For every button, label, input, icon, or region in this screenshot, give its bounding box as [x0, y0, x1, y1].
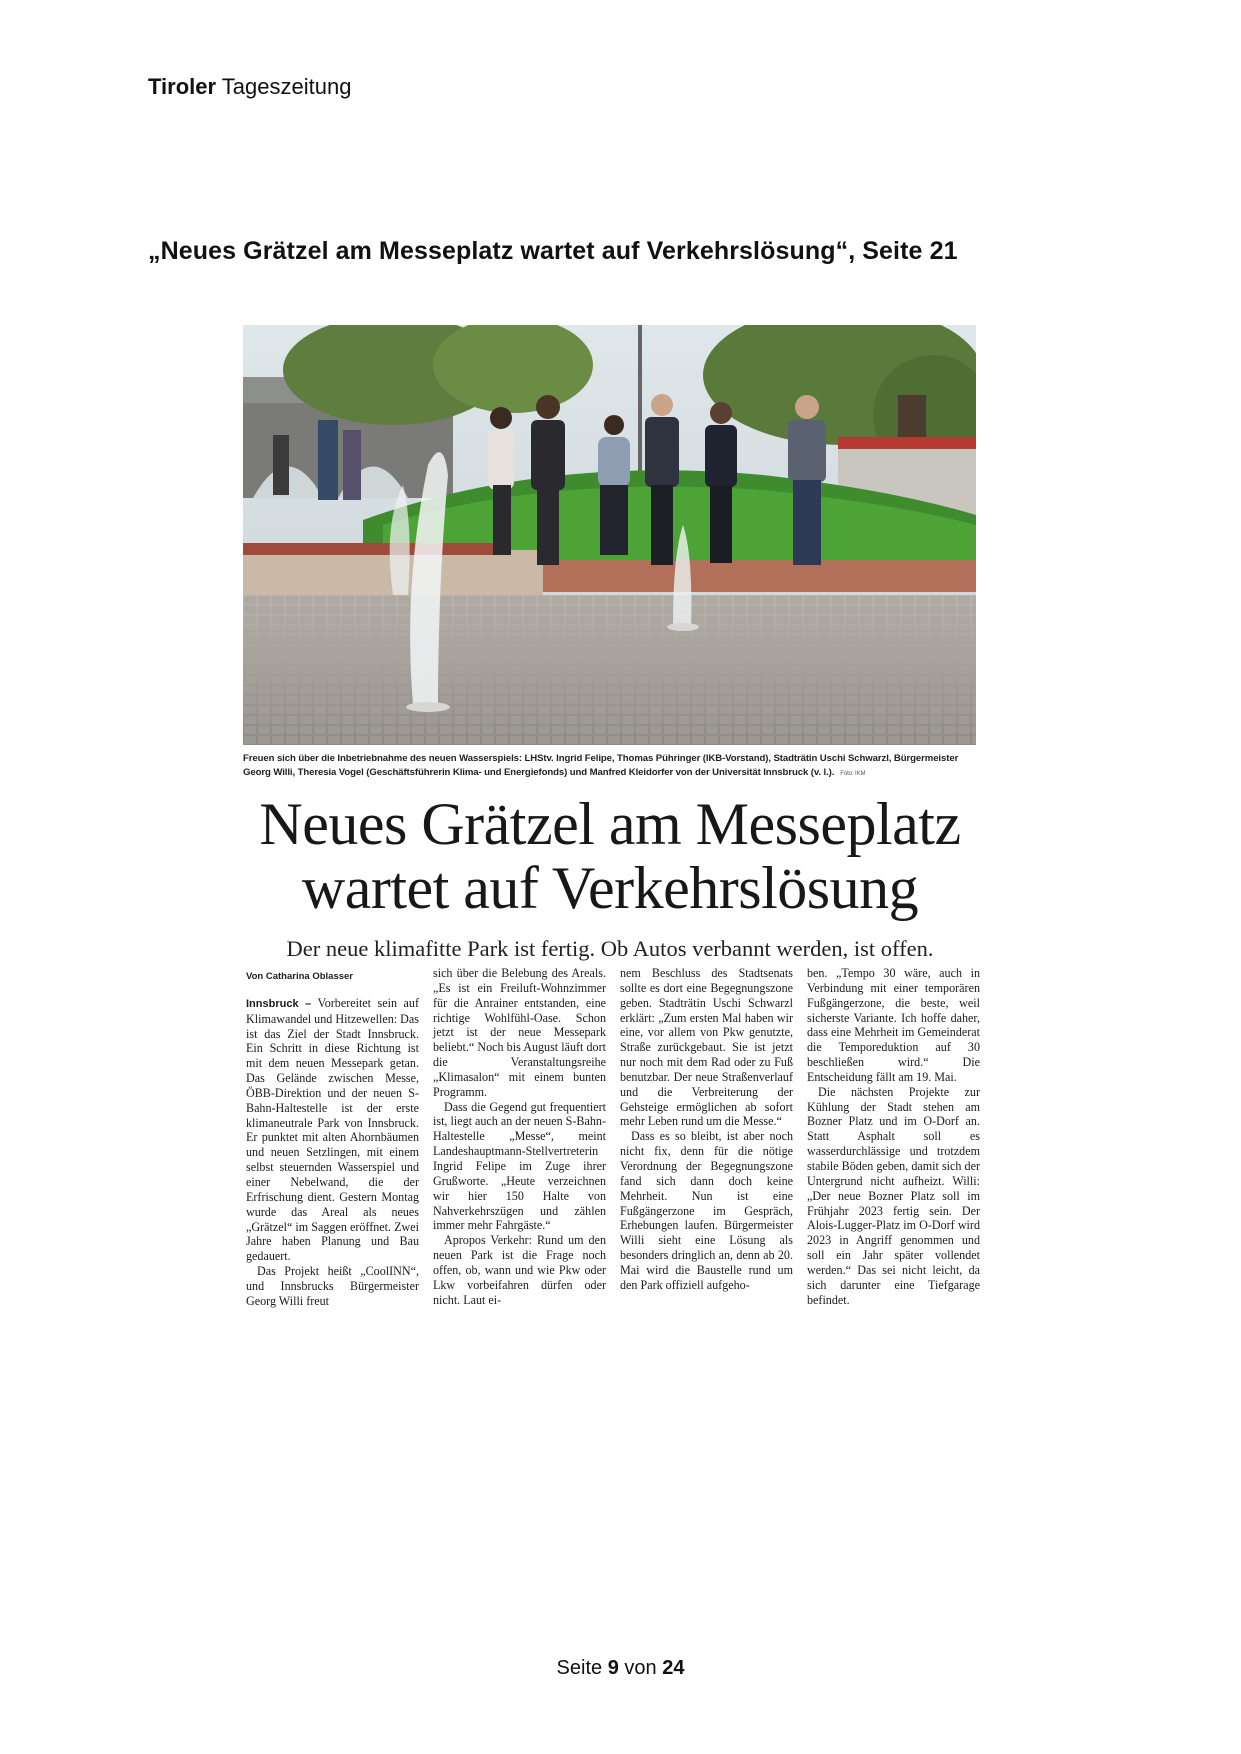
brand-rest: Tageszeitung	[221, 74, 352, 99]
headline-line-1: Neues Grätzel am Messeplatz	[259, 791, 961, 857]
paragraph: Dass es so bleibt, ist aber noch nicht fix, denn für die nötige Verordnung der Begegnungszone fand sich dann doch keine Mehrheit. Nun ist eine Fußgängerzone im Gespräch, Erhebungen laufen. Bürgermeister Willi sieht eine Lösung als besonders dringlich an, denn ab 20. Mai wird die Baustelle rund um den Park offiziell aufgeho-	[620, 1129, 793, 1292]
article-body	[246, 966, 982, 1356]
total-page-count: 24	[662, 1657, 685, 1679]
footer-prefix: Seite	[556, 1657, 603, 1679]
article-column-1	[246, 966, 419, 1356]
headline-line-2: wartet auf Verkehrslösung	[301, 855, 919, 921]
paragraph	[246, 996, 419, 1264]
page-footer	[0, 1657, 1241, 1680]
paragraph: Dass die Gegend gut frequentiert ist, liegt auch an der neuen S-Bahn-Haltestelle „Messe“, meint Landeshauptmann-Stellvertreterin Ingrid Felipe im Zuge ihrer Grußworte. „Heute verzeichnen wir hier 150 Halte von Nahverkehrszügen und zählen immer mehr Fahrgäste.“	[433, 1099, 606, 1233]
photo-caption	[243, 752, 976, 781]
photo-credit: Foto: IKM	[840, 771, 866, 777]
footer-middle: von	[624, 1657, 657, 1679]
article-column-4	[807, 966, 980, 1356]
paragraph: Das Projekt heißt „CoolINN“, und Innsbrucks Bürgermeister Georg Willi freut	[246, 1264, 419, 1308]
article-photo	[243, 325, 976, 745]
paragraph: nem Beschluss des Stadtsenats sollte es dort eine Begegnungszone geben. Stadträtin Uschi Schwarzl erklärt: „Zum ersten Mal haben wir eine, vor allem von Pkw genutzte, Straße zurückgebaut. Sie ist jetzt nur noch mit dem Rad oder zu Fuß benutzbar. Der neue Straßenverlauf und die Verbreiterung der Gehsteige ermöglichen ab sofort mehr Leben rund um die Messe.“	[620, 966, 793, 1129]
paragraph: Apropos Verkehr: Rund um den neuen Park ist die Frage noch offen, ob, wann und wie Pkw oder Lkw vorbeifahren dürfen oder nicht. Laut ei-	[433, 1233, 606, 1307]
article-author: Von Catharina Oblasser	[246, 971, 353, 982]
article-column-3	[620, 966, 793, 1356]
paragraph: ben. „Tempo 30 wäre, auch in Verbindung mit einer temporären Fußgängerzone, die beste, weil sicherste Variante. Ich hoffe daher, dass eine Mehrheit im Gemeinderat die Temporeduktion auf 30 beschließen wird.“ Die Entscheidung fällt am 19. Mai.	[807, 966, 980, 1084]
dateline: Innsbruck –	[246, 997, 312, 1010]
paragraph-text: Vorbereitet sein auf Klimawandel und Hitzewellen: Das ist das Ziel der Stadt Innsbruck. Ein Schritt in diese Richtung ist mit dem neuen Messepark getan. Das Gelände zwischen Messe, ÖBB-Direktion und der neuen S-Bahn-Haltestelle ist der erste klimaneutrale Park von Innsbruck. Er punktet mit alten Ahornbäumen und neuen Setzlingen, mit einem selbst steuernden Wasserspiel und einer Nebelwand, die der Erfrischung dient. Gestern Montag wurde das Areal als neues „Grätzel“ im Saggen eröffnet. Zwei Jahre haben Planung und Bau gedauert.	[246, 995, 419, 1264]
publication-header	[148, 74, 351, 100]
brand-bold: Tiroler	[148, 74, 217, 99]
paragraph: sich über die Belebung des Areals. „Es ist ein Freiluft-Wohnzimmer für die Anrainer entstanden, eine richtige Wohlfühl-Oase. Schon jetzt ist der neue Messepark beliebt.“ Noch bis August läuft dort die Veranstaltungsreihe „Klimasalon“ mit einem bunten Programm.	[433, 966, 606, 1099]
article-column-2	[433, 966, 606, 1356]
paragraph: Die nächsten Projekte zur Kühlung der Stadt stehen am Bozner Platz und im O-Dorf an. Statt Asphalt soll es wasserdurchlässige und trotzdem stabile Böden geben, damit sich der Untergrund nicht aufheizt. Willi: „Der neue Bozner Platz soll im Frühjahr 2023 fertig sein. Der Alois-Lugger-Platz im O-Dorf wird 2023 in Angriff genommen und soll ein Jahr später vollendet werden.“ Das sei nicht leicht, da sich darunter eine Tiefgarage befindet.	[807, 1084, 980, 1307]
park-fountain-photo	[243, 325, 976, 745]
page-heading: „Neues Grätzel am Messeplatz wartet auf Verkehrslösung“, Seite 21	[148, 237, 958, 265]
article-subheadline: Der neue klimafitte Park ist fertig. Ob Autos verbannt werden, ist offen.	[286, 936, 934, 961]
caption-text: Freuen sich über die Inbetriebnahme des neuen Wasserspiels: LHStv. Ingrid Felipe, Thomas Pühringer (IKB-Vorstand), Stadträtin Uschi Schwarzl, Bürgermeister Georg Willi, Theresia Vogel (Geschäftsführerin Klima- und Energiefonds) und Manfred Kleidorfer von der Universität Innsbruck (v. l.).	[243, 753, 959, 778]
article-headline	[230, 792, 990, 920]
current-page-number: 9	[607, 1657, 619, 1679]
